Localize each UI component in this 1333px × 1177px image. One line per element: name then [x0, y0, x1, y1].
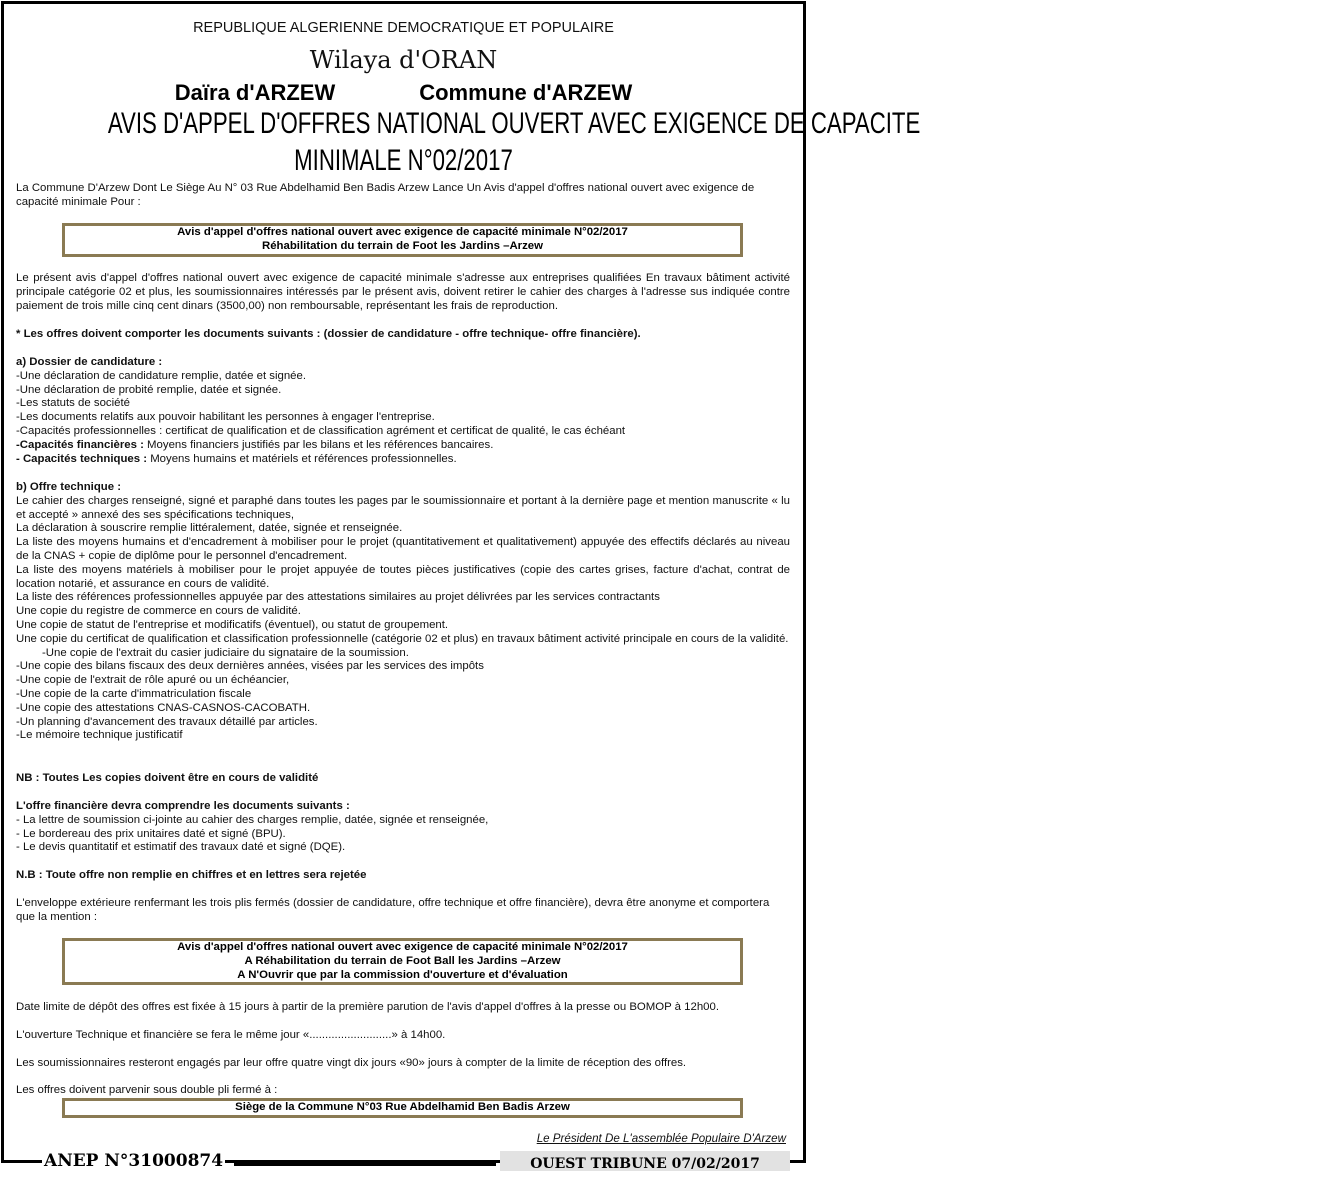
wilaya-header: Wilaya d'ORAN [309, 46, 498, 74]
list-item: -Une copie de l'extrait du casier judiciaire du signataire de la soumission. [42, 646, 409, 659]
list-item: -Une déclaration de candidature remplie, datée et signée. [16, 369, 307, 382]
financial-offer-heading: L'offre financière devra comprendre les documents suivants : [16, 800, 350, 812]
list-item: -Un planning d'avancement des travaux détaillé par articles. [16, 715, 318, 728]
documents-required: * Les offres doivent comporter les documents suivants : (dossier de candidature - offre technique- offre financière). [16, 328, 641, 340]
list-item: -Les statuts de société [16, 397, 130, 410]
envelope-mention-box [62, 938, 743, 985]
envelope-box-line3: A N'Ouvrir que par la commission d'ouverture et d'évaluation [237, 968, 568, 981]
dossier-heading: a) Dossier de candidature : [16, 356, 163, 368]
deadline-paragraph: Date limite de dépôt des offres est fixée à 15 jours à partir de la première parution de l'avis d'appel d'offres à la presse ou BOMOP à 12h00. [16, 1001, 720, 1013]
list-item-technical: - Capacités techniques : Moyens humains et matériels et références professionnelles. [16, 452, 457, 465]
list-item: -Les documents relatifs aux pouvoir habilitant les personnes à engager l'entreprise. [16, 411, 435, 424]
footer-divider [234, 1160, 496, 1166]
notice-page [1, 1, 921, 1163]
list-item: -Une copie des bilans fiscaux des deux dernières années, visées par les services des impôts [16, 660, 484, 673]
list-item: La déclaration à souscrire remplie littéralement, datée, signée et renseignée. [16, 522, 403, 535]
list-item: - La lettre de soumission ci-jointe au cahier des charges remplie, datée, signée et renseignée, [16, 813, 489, 826]
list-item: -Une copie des attestations CNAS-CASNOS-CACOBATH. [16, 701, 311, 714]
publication-reference: OUEST TRIBUNE 07/02/2017 [500, 1151, 790, 1171]
list-item: -Une copie de l'extrait de rôle apuré ou un échéancier, [16, 674, 290, 687]
envelope-paragraph: L'enveloppe extérieure renfermant les trois plis fermés (dossier de candidature, offre technique et offre financière), devra être anonyme et comportera que la mention : [16, 897, 770, 923]
dossier-section [16, 356, 790, 466]
opening-paragraph: L'ouverture Technique et financière se fera le même jour «..........................» à 14h00. [16, 1029, 446, 1041]
technical-offer-section [16, 481, 790, 743]
list-item: La liste des moyens humains et d'encadrement à mobiliser pour le projet (quantitativement et qualitativement) appuyée des effectifs déclarés au niveau de la CNAS + copie de diplôme pour le personnel d'encadrement. [16, 536, 790, 562]
list-item: La liste des références professionnelles appuyée par des attestations similaires au projet délivrées par les services contractants [16, 591, 660, 604]
notice-title-line2: MINIMALE N°02/2017 [294, 144, 513, 177]
list-item: -Une déclaration de probité remplie, datée et signée. [16, 383, 282, 396]
intro-paragraph: La Commune D'Arzew Dont Le Siège Au N° 03 Rue Abdelhamid Ben Badis Arzew Lance Un Avis d'appel d'offres national ouvert avec exigence de capacité minimale Pour : [16, 182, 755, 208]
list-item: Une copie de statut de l'entreprise et modificatifs (éventuel), ou statut de groupement. [16, 618, 449, 631]
notice-title-line1: AVIS D'APPEL D'OFFRES NATIONAL OUVERT AVEC EXIGENCE DE CAPACITE [107, 107, 921, 140]
technical-offer-heading: b) Offre technique : [16, 481, 122, 493]
list-item: Le cahier des charges renseigné, signé et paraphé dans toutes les pages par le soumissionnaire et portant à la dernière page et mention manuscrite « lu et accepté » annexé des ses spécifications techniques, [16, 494, 790, 521]
nb-rejection: N.B : Toute offre non remplie en chiffres et en lettres sera rejetée [16, 869, 367, 881]
list-item: - Le devis quantitatif et estimatif des travaux daté et signé (DQE). [16, 841, 346, 854]
envelope-box-line1: Avis d'appel d'offres national ouvert avec exigence de capacité minimale N°02/2017 [177, 941, 628, 953]
list-item: - Le bordereau des prix unitaires daté et signé (BPU). [16, 827, 286, 840]
list-item-financial: -Capacités financières : Moyens financiers justifiés par les bilans et les références bancaires. [16, 438, 494, 451]
list-item: Une copie du registre de commerce en cours de validité. [16, 605, 301, 618]
engagement-paragraph: Les soumissionnaires resteront engagés par leur offre quatre vingt dix jours «90» jours à compter de la limite de réception des offres. [16, 1057, 687, 1069]
list-item: -Une copie de la carte d'immatriculation fiscale [16, 687, 252, 700]
object-box-line1: Avis d'appel d'offres national ouvert avec exigence de capacité minimale N°02/2017 [177, 226, 628, 238]
address-box [62, 1098, 743, 1118]
president-signature: Le Président De L'assemblée Populaire D'Arzew [536, 1132, 786, 1145]
address-box-line1: Siège de la Commune N°03 Rue Abdelhamid Ben Badis Arzew [235, 1101, 570, 1113]
list-item: -Le mémoire technique justificatif [16, 729, 183, 742]
object-box-line2: Réhabilitation du terrain de Foot les Jardins –Arzew [261, 239, 544, 252]
daira-commune-row [4, 80, 803, 106]
daira-label: Daïra d'ARZEW [174, 80, 336, 105]
list-item: Une copie du certificat de qualification et classification professionnelle (catégorie 02 et plus) en travaux bâtiment activité principale en cours de la validité. [16, 632, 789, 645]
presentation-paragraph: Le présent avis d'appel d'offres national ouvert avec exigence de capacité minimale s'adresse aux entreprises qualifiées En travaux bâtiment activité principale catégorie 02 et plus, les soumissionnaires intéressés par le présent avis, doivent retirer le cahier des charges à l'adresse sus indiquée contre paiement de trois mille cinq cent dinars (3500,00) non remboursable, représentant les frais de reproduction. [16, 272, 790, 312]
financial-offer-section [16, 800, 790, 855]
envelope-box-line2: A Réhabilitation du terrain de Foot Ball les Jardins –Arzew [244, 954, 561, 967]
commune-label: Commune d'ARZEW [419, 80, 633, 105]
list-item: -Capacités professionnelles : certificat de qualification et de classification agrément et certificat de qualité, le cas échéant [16, 424, 626, 437]
republic-header: REPUBLIQUE ALGERIENNE DEMOCRATIQUE ET POPULAIRE [193, 20, 614, 36]
anep-reference: ANEP N°31000874 [44, 1151, 224, 1171]
object-box [62, 223, 743, 257]
delivery-paragraph: Les offres doivent parvenir sous double pli fermé à : [16, 1084, 278, 1096]
nb-validity: NB : Toutes Les copies doivent être en cours de validité [16, 772, 319, 784]
list-item: La liste des moyens matériels à mobiliser pour le projet appuyée de toutes pièces justificatives (copie des cartes grises, facture d'achat, contrat de location notarié, et assurance en cours de validité. [16, 563, 790, 590]
